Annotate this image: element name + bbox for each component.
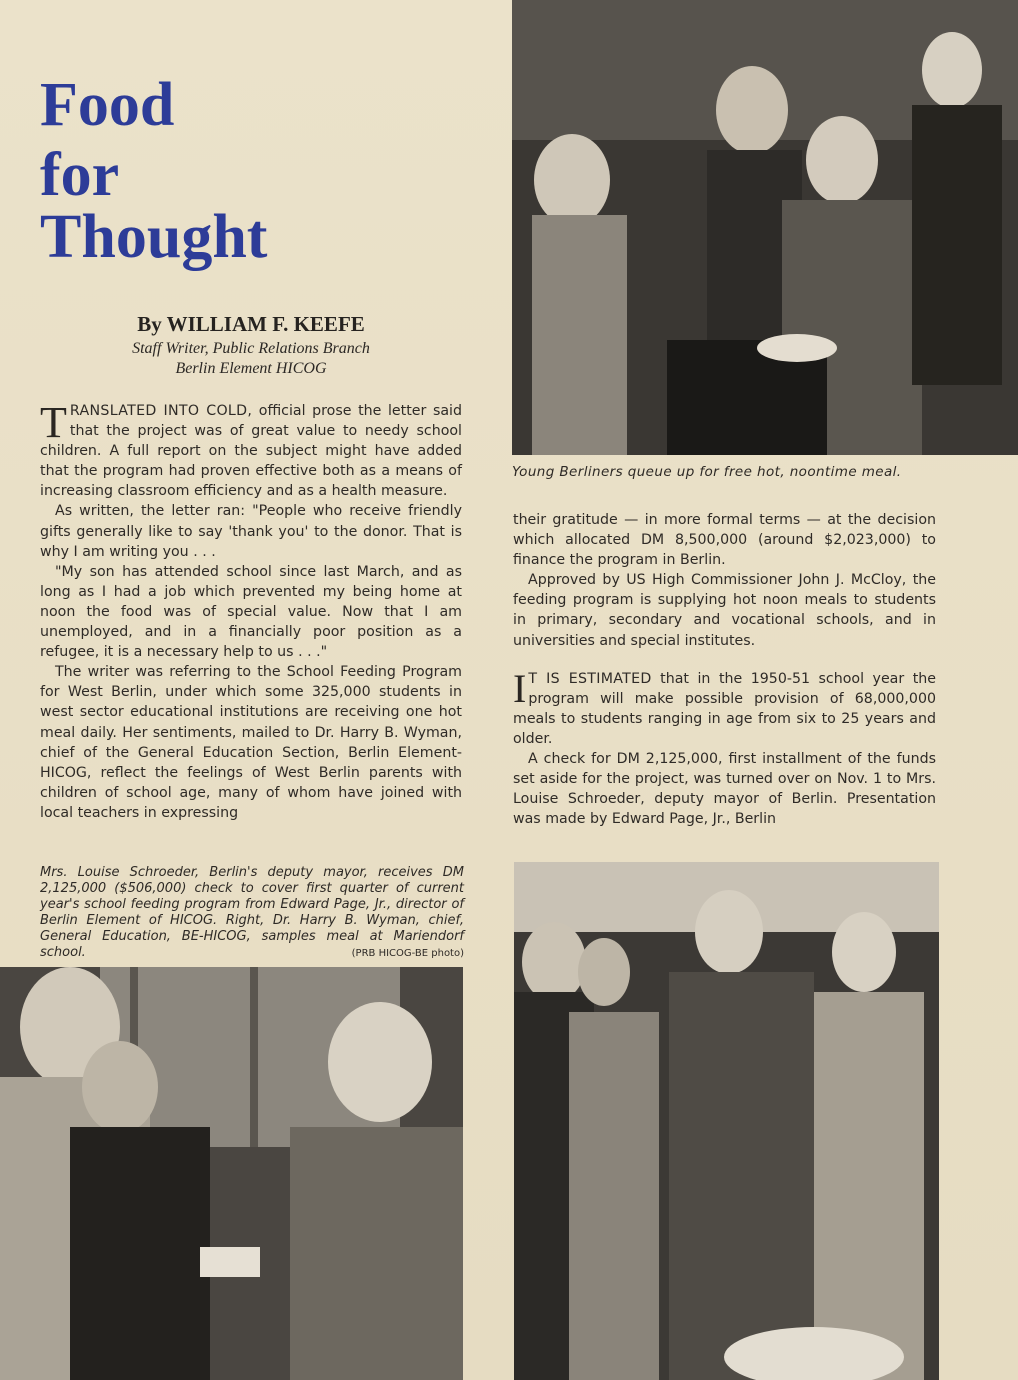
paragraph-2: As written, the letter ran: "People who receive friendly gifts generally like to say 'thank you' to the donor. That is why I am writing you . . .	[40, 503, 462, 560]
article-column-right	[513, 510, 936, 829]
paragraph-7	[513, 665, 936, 749]
photo-placeholder-graphic	[512, 0, 1018, 455]
drop-cap: T	[40, 398, 67, 447]
byline-role: Staff Writer, Public Relations Branch	[132, 340, 370, 357]
drop-cap: I	[513, 665, 527, 711]
lead-in-small-caps: RANSLATED INTO COLD,	[69, 403, 253, 419]
paragraph-8: A check for DM 2,125,000, first installment of the funds set aside for the project, was turned over on Nov. 1 to Mrs. Louise Schroeder, deputy mayor of Berlin. Presentation was made by Edward Page, Jr., Berlin	[513, 751, 936, 828]
photo-check-presentation	[0, 967, 463, 1380]
article-title-line-1: Food	[40, 71, 175, 139]
article-title-line-2: for	[40, 141, 120, 209]
article-column-left	[40, 398, 462, 823]
byline-author: By WILLIAM F. KEEFE	[137, 312, 365, 336]
lead-in-small-caps: T IS ESTIMATED	[528, 670, 652, 687]
paragraph-text: that in the 1950-51 school year the program will make possible provision of 68,000,000 meals to students ranging in age from six to 25 years and older.	[513, 670, 936, 747]
paragraph-4: The writer was referring to the School Feeding Program for West Berlin, under which some 325,000 students in west sector educational institutions are receiving one hot meal daily. Her sentiments, mailed to Dr. Harry B. Wyman, chief of the General Education Section, Berlin Element-HICOG, reflect the feelings of West Berlin parents with children of school age, many of whom have joined with local teachers in expressing	[40, 664, 462, 821]
byline-organization: Berlin Element HICOG	[175, 360, 327, 377]
photo-placeholder-graphic	[514, 862, 939, 1380]
photo-placeholder-graphic	[0, 967, 463, 1380]
paragraph-1	[40, 398, 462, 501]
paragraph-6: Approved by US High Commissioner John J. McCloy, the feeding program is supplying hot noon meals to students in primary, secondary and vocational schools, and in universities and special institutes.	[513, 572, 936, 649]
photo-caption-bottom	[40, 865, 464, 962]
photo-wyman-samples-meal	[514, 862, 939, 1380]
caption-text: Mrs. Louise Schroeder, Berlin's deputy mayor, receives DM 2,125,000 ($506,000) check to cover first quarter of current year's school feeding program from Edward Page, Jr., director of Berlin Element of HICOG. Right, Dr. Harry B. Wyman, chief, General Education, BE-HICOG, samples meal at Mariendorf school.	[40, 865, 464, 960]
paragraph-3: "My son has attended school since last March, and as long as I had a job which prevented my being home at noon the food was of special value. Now that I am unemployed, and in a financially poor position as a refugee, it is a necessary help to us . . ."	[40, 563, 462, 661]
paragraph-5: their gratitude — in more formal terms — at the decision which allocated DM 8,500,000 (around $2,023,000) to finance the program in Berlin.	[513, 512, 936, 569]
photo-caption-top: Young Berliners queue up for free hot, noontime meal.	[512, 464, 902, 480]
paragraph-text: official prose the letter said that the project was of great value to needy school children. A full report on the subject might have added that the program had proven effective both as a means of increasing classroom efficiency and as a health measure.	[40, 403, 462, 500]
photo-children-meal-queue	[512, 0, 1018, 455]
article-title-line-3: Thought	[40, 203, 268, 271]
photo-credit: (PRB HICOG-BE photo)	[351, 948, 464, 959]
